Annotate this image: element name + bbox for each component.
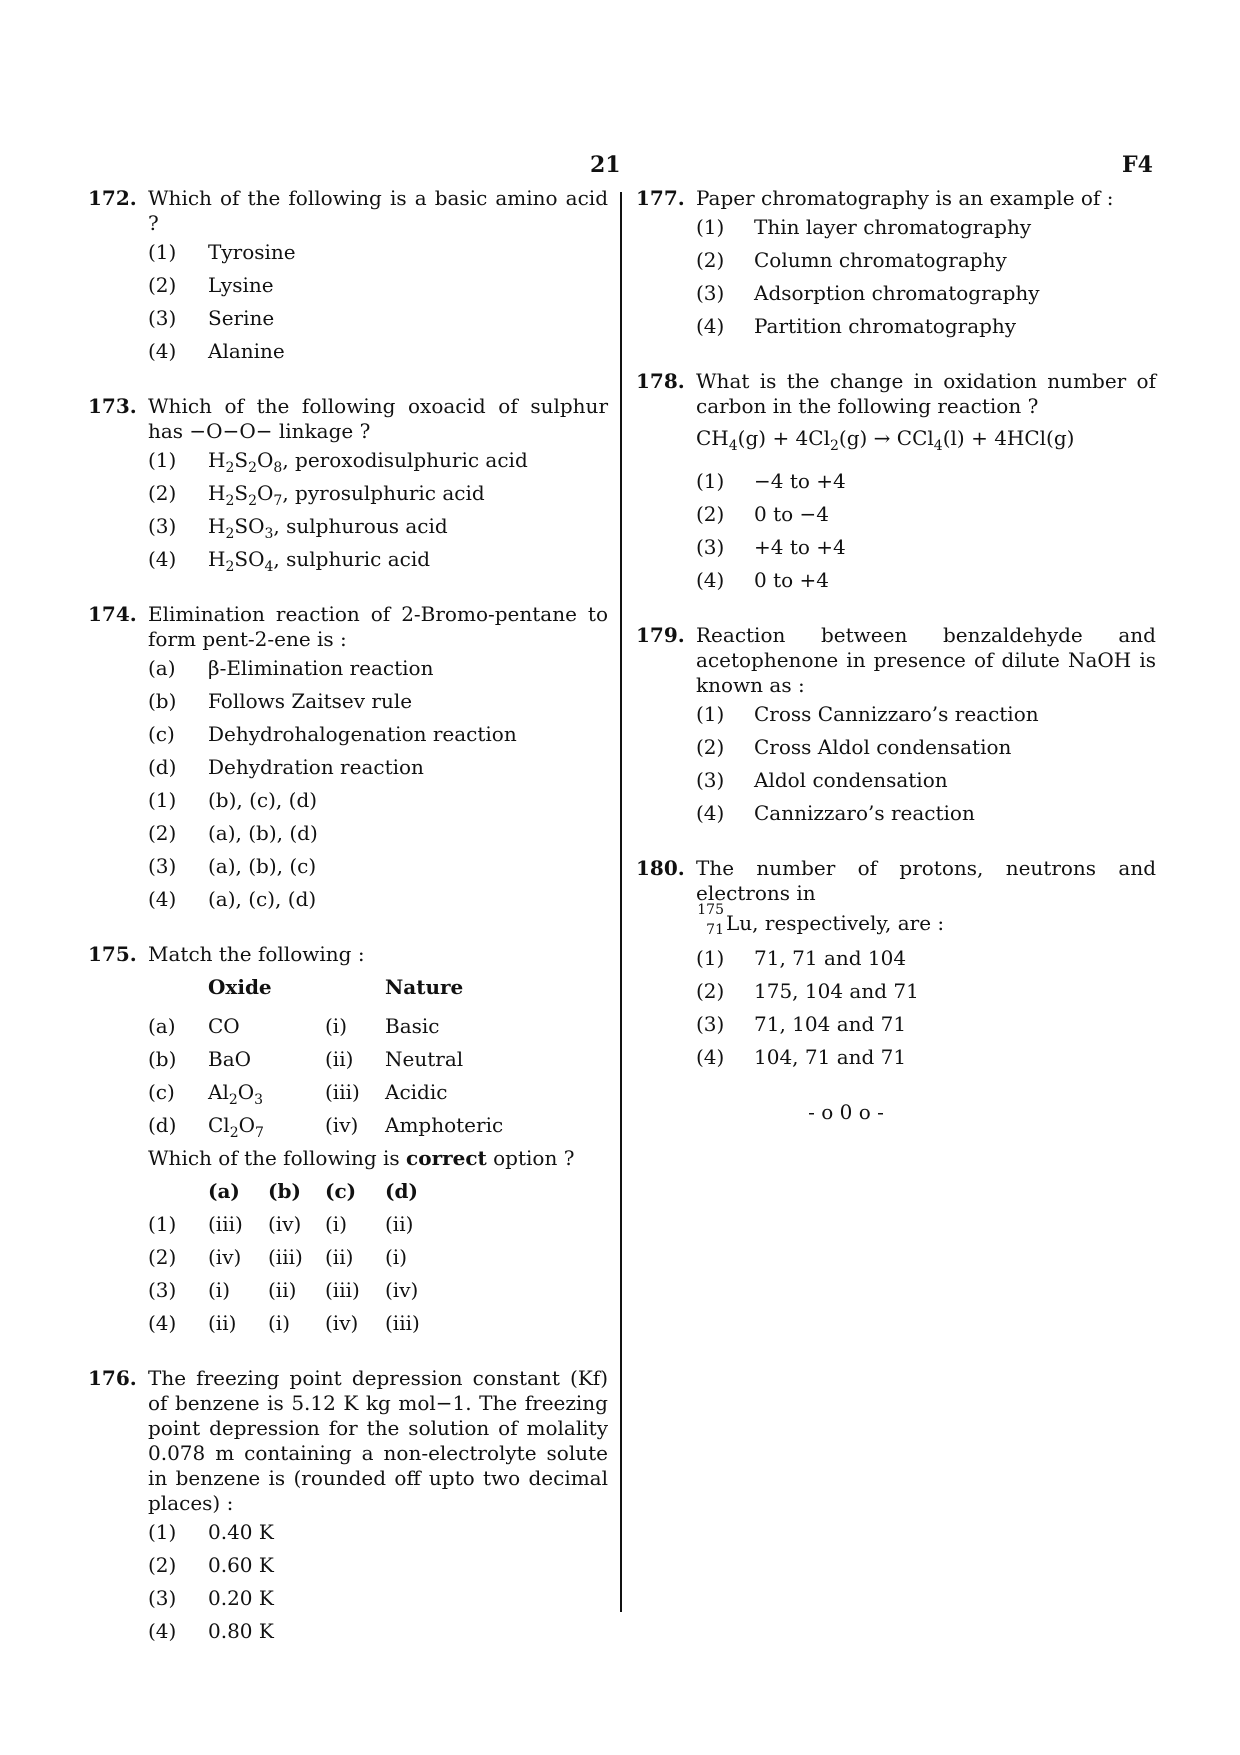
option[interactable]: (3) Aldol condensation — [696, 768, 948, 792]
option[interactable]: (1) 0.40 K — [148, 1520, 274, 1544]
statement: (a) β-Elimination reaction — [148, 656, 434, 680]
option[interactable]: (2) 0.60 K — [148, 1553, 274, 1577]
element-symbol: Lu — [726, 911, 753, 935]
option[interactable]: (4) Cannizzaro’s reaction — [696, 801, 975, 825]
question-172 — [88, 186, 608, 368]
option[interactable]: (4) Alanine — [148, 339, 285, 363]
question-text: Paper chromatography is an example of : — [696, 186, 1114, 210]
question-text: Which of the following is a basic amino acid ? — [148, 186, 608, 235]
option[interactable]: (1) 71, 71 and 104 — [696, 946, 907, 970]
option[interactable]: (3) Adsorption chromatography — [696, 281, 1040, 305]
option[interactable]: (1) Cross Cannizzaro’s reaction — [696, 702, 1039, 726]
option[interactable]: (3) $H_2SO_3$, sulphurous acid — [148, 514, 448, 542]
right-column — [636, 186, 1156, 1124]
question-number: 180. — [636, 856, 685, 880]
option[interactable]: (1) (iii) (iv) (i) (ii) — [148, 1212, 414, 1236]
question-175 — [88, 942, 608, 1340]
chem-formula: CO — [208, 1014, 240, 1038]
chem-formula: $H_2S_2O_7$ — [208, 481, 283, 509]
booklet-code: F4 — [1122, 152, 1153, 178]
question-number: 172. — [88, 186, 137, 210]
option[interactable]: (3) (a), (b), (c) — [148, 854, 317, 878]
option[interactable]: (1) −4 to +4 — [696, 469, 846, 493]
chem-formula: $H_2SO_4$ — [208, 547, 274, 575]
question-177 — [636, 186, 1156, 343]
statement: (d) Dehydration reaction — [148, 755, 424, 779]
question-number: 175. — [88, 942, 137, 966]
question-number: 176. — [88, 1366, 137, 1390]
isotope-notation: 175 71 — [697, 902, 724, 938]
option[interactable]: (4) Partition chromatography — [696, 314, 1017, 338]
option[interactable]: (2) 175, 104 and 71 — [696, 979, 919, 1003]
page-number: 21 — [590, 152, 621, 178]
reaction-equation: $CH_4(g) + 4Cl_2(g) \to CCl_4(l) + 4HCl(g)$ — [696, 426, 1075, 454]
option[interactable]: (2) $H_2S_2O_7$, pyrosulphuric acid — [148, 481, 485, 509]
option[interactable]: (4) 0.80 K — [148, 1619, 274, 1643]
option[interactable]: (4) (a), (c), (d) — [148, 887, 317, 911]
option[interactable]: (1) Tyrosine — [148, 240, 296, 264]
option[interactable]: (3) 0.20 K — [148, 1586, 274, 1610]
question-number: 178. — [636, 369, 685, 393]
question-text: What is the change in oxidation number of carbon in the following reaction ? — [696, 369, 1156, 418]
question-text: The freezing point depression constant (Kf) of benzene is 5.12 K kg mol−1. The freezing point depression for the solution of molality 0.078 m containing a non-electrolyte solute in benzene is (rounded off upto two decimal places) : — [148, 1366, 608, 1515]
match-header — [88, 971, 608, 1004]
answer-columns-header: (a) (b) (c) (d) — [208, 1179, 418, 1203]
chem-formula: $H_2SO_3$ — [208, 514, 274, 542]
option[interactable]: (3) +4 to +4 — [696, 535, 846, 559]
chem-formula: $H_2S_2O_8$ — [208, 448, 283, 476]
option[interactable]: (2) Cross Aldol condensation — [696, 735, 1012, 759]
match-prompt: Which of the following is correct option ? — [148, 1146, 575, 1170]
option[interactable]: (2) Column chromatography — [696, 248, 1007, 272]
question-178 — [636, 369, 1156, 597]
nature-header: Nature — [385, 975, 464, 999]
option[interactable]: (4) 0 to +4 — [696, 568, 829, 592]
option[interactable]: (3) Serine — [148, 306, 275, 330]
chem-formula: $Al_2O_3$ — [208, 1080, 264, 1108]
match-row: (a) CO (i) Basic — [88, 1010, 608, 1043]
question-text: Elimination reaction of 2-Bromo-pentane to form pent-2-ene is : — [148, 602, 608, 651]
question-173 — [88, 394, 608, 576]
oxide-header: Oxide — [208, 975, 272, 999]
option[interactable]: (4) 104, 71 and 71 — [696, 1045, 907, 1069]
option[interactable]: (3) (i) (ii) (iii) (iv) — [148, 1278, 419, 1302]
option[interactable]: (2) 0 to −4 — [696, 502, 829, 526]
question-text: Reaction between benzaldehyde and acetophenone in presence of dilute NaOH is known as : — [696, 623, 1156, 697]
option[interactable]: (1) (b), (c), (d) — [148, 788, 318, 812]
option[interactable]: (1) $H_2S_2O_8$, peroxodisulphuric acid — [148, 448, 528, 476]
question-180 — [636, 856, 1156, 1074]
match-row: (d) $Cl_2O_7$ (iv) Amphoteric — [88, 1109, 608, 1142]
question-number: 173. — [88, 394, 137, 418]
question-176 — [88, 1366, 608, 1648]
option[interactable]: (2) (a), (b), (d) — [148, 821, 318, 845]
left-column — [88, 186, 608, 1674]
question-number: 174. — [88, 602, 137, 626]
column-divider — [620, 192, 622, 1612]
statement: (c) Dehydrohalogenation reaction — [148, 722, 517, 746]
question-text: The number of protons, neutrons and electrons in 175 71 Lu, respectively, are : — [696, 856, 1156, 938]
option[interactable]: (2) Lysine — [148, 273, 274, 297]
question-text: Match the following : — [148, 942, 365, 966]
option[interactable]: (4) $H_2SO_4$, sulphuric acid — [148, 547, 431, 575]
option[interactable]: (3) 71, 104 and 71 — [696, 1012, 907, 1036]
end-mark: - o 0 o - — [808, 1100, 884, 1124]
question-number: 177. — [636, 186, 685, 210]
question-text: Which of the following oxoacid of sulphur has −O−O− linkage ? — [148, 394, 608, 443]
question-number: 179. — [636, 623, 685, 647]
chem-formula: BaO — [208, 1047, 252, 1071]
option[interactable]: (4) (ii) (i) (iv) (iii) — [148, 1311, 420, 1335]
question-174 — [88, 602, 608, 916]
question-179 — [636, 623, 1156, 830]
chem-formula: $Cl_2O_7$ — [208, 1113, 264, 1141]
option[interactable]: (1) Thin layer chromatography — [696, 215, 1032, 239]
match-row: (b) BaO (ii) Neutral — [88, 1043, 608, 1076]
match-row: (c) $Al_2O_3$ (iii) Acidic — [88, 1076, 608, 1109]
option[interactable]: (2) (iv) (iii) (ii) (i) — [148, 1245, 408, 1269]
statement: (b) Follows Zaitsev rule — [148, 689, 413, 713]
